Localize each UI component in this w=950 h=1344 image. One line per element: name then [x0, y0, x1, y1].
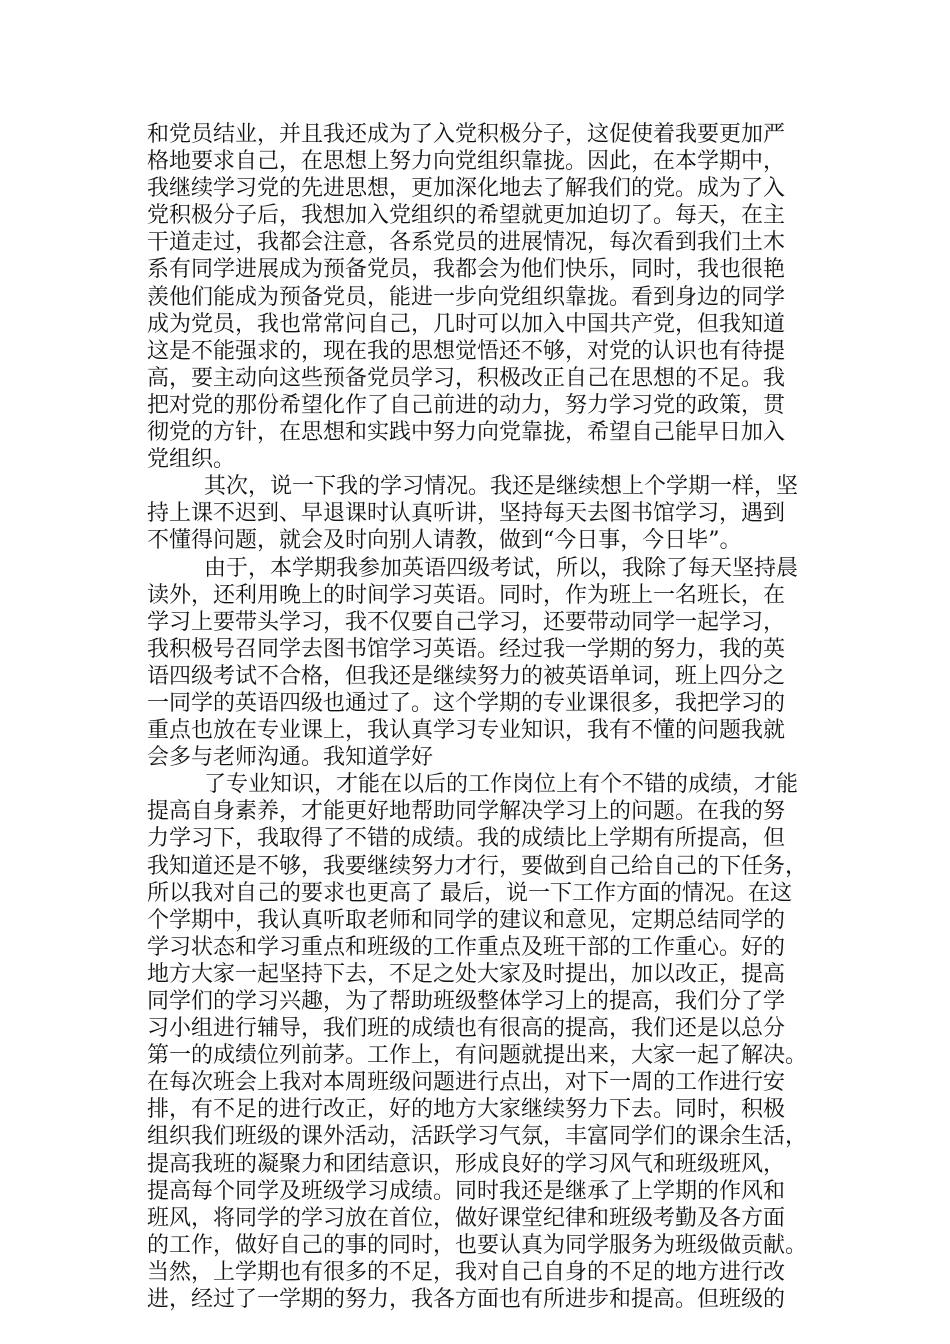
text-line: 一同学的英语四级也通过了。这个学期的专业课很多，我把学习的 [147, 690, 786, 716]
text-line: 我积极号召同学去图书馆学习英语。经过我一学期的努力，我的英 [147, 636, 786, 662]
text-line: 格地要求自己，在思想上努力向党组织靠拢。因此，在本学期中， [147, 149, 786, 175]
text-line: 班风，将同学的学习放在首位，做好课堂纪律和班级考勤及各方面 [147, 1205, 786, 1231]
text-line: 习小组进行辅导，我们班的成绩也有很高的提高，我们还是以总分 [147, 1016, 786, 1042]
text-line: 党组织。 [147, 447, 236, 473]
paragraph-start-line: 其次，说一下我的学习情况。我还是继续想上个学期一样，坚 [204, 474, 799, 500]
text-line: 学习上要带头学习，我不仅要自己学习，还要带动同学一起学习， [147, 609, 786, 635]
text-line: 会多与老师沟通。我知道学好 [147, 745, 434, 771]
text-line: 组织我们班级的课外活动，活跃学习气氛，丰富同学们的课余生活， [147, 1124, 808, 1150]
text-line: 党积极分子后，我想加入党组织的希望就更加迫切了。每天，在主 [147, 203, 786, 229]
text-line: 同学们的学习兴趣，为了帮助班级整体学习上的提高，我们分了学 [147, 989, 786, 1014]
text-line: 不懂得问题，就会及时向别人请教，做到“今日事，今日毕”。 [147, 528, 742, 554]
text-line: 进，经过了一学期的努力，我各方面也有所进步和提高。但班级的 [147, 1287, 786, 1313]
text-line: 地方大家一起坚持下去，不足之处大家及时提出，加以改正，提高 [147, 961, 786, 987]
text-line: 持上课不迟到、早退课时认真听讲，坚持每天去图书馆学习，遇到 [147, 501, 786, 527]
text-line: 个学期中，我认真听取老师和同学的建议和意见，定期总结同学的 [147, 907, 786, 933]
text-line: 语四级考试不合格，但我还是继续努力的被英语单词，班上四分之 [147, 663, 786, 689]
text-line: 第一的成绩位列前茅。工作上，有问题就提出来，大家一起了解决。 [147, 1043, 808, 1069]
text-line: 所以我对自己的要求也更高了 最后，说一下工作方面的情况。在这 [147, 880, 792, 906]
body-text [147, 121, 827, 1313]
text-line: 力学习下，我取得了不错的成绩。我的成绩比上学期有所提高，但 [147, 826, 786, 852]
text-line: 系有同学进展成为预备党员，我都会为他们快乐，同时，我也很艳 [147, 257, 786, 283]
text-line: 提高自身素养，才能更好地帮助同学解决学习上的问题。在我的努 [147, 799, 786, 825]
text-line: 成为党员，我也常常问自己，几时可以加入中国共产党，但我知道 [147, 311, 786, 337]
text-line: 羡他们能成为预备党员，能进一步向党组织靠拢。看到身边的同学 [147, 284, 786, 310]
text-line: 高，要主动向这些预备党员学习，积极改正自己在思想的不足。我 [147, 365, 786, 391]
paragraph-start-line: 由于，本学期我参加英语四级考试，所以，我除了每天坚持晨 [204, 555, 799, 581]
paragraph-start-line: 了专业知识，才能在以后的工作岗位上有个不错的成绩，才能 [204, 772, 799, 798]
text-line: 提高每个同学及班级学习成绩。同时我还是继承了上学期的作风和 [147, 1178, 786, 1204]
text-line: 我知道还是不够，我要继续努力才行，要做到自己给自己的下任务， [147, 853, 808, 879]
text-line: 当然，上学期也有很多的不足，我对自己自身的不足的地方进行改 [147, 1259, 786, 1285]
text-line: 和党员结业，并且我还成为了入党积极分子，这促使着我要更加严 [147, 122, 786, 147]
text-line: 排，有不足的进行改正，好的地方大家继续努力下去。同时，积极 [147, 1097, 786, 1123]
text-line: 重点也放在专业课上，我认真学习专业知识，我有不懂的问题我就 [147, 718, 786, 744]
text-line: 干道走过，我都会注意，各系党员的进展情况，每次看到我们土木 [147, 230, 786, 256]
text-line: 提高我班的凝聚力和团结意识，形成良好的学习风气和班级班风， [147, 1151, 786, 1177]
text-line: 读外，还利用晚上的时间学习英语。同时，作为班上一名班长，在 [147, 582, 786, 608]
text-line: 这是不能强求的，现在我的思想觉悟还不够，对党的认识也有待提 [147, 338, 786, 364]
text-line: 在每次班会上我对本周班级问题进行点出，对下一周的工作进行安 [147, 1070, 786, 1096]
text-line: 的工作，做好自己的事的同时，也要认真为同学服务为班级做贡献。 [147, 1232, 808, 1258]
text-line: 彻党的方针，在思想和实践中努力向党靠拢，希望自己能早日加入 [147, 420, 786, 446]
text-line: 学习状态和学习重点和班级的工作重点及班干部的工作重心。好的 [147, 934, 786, 960]
text-line: 把对党的那份希望化作了自己前进的动力，努力学习党的政策，贯 [147, 392, 786, 418]
text-line: 我继续学习党的先进思想，更加深化地去了解我们的党。成为了入 [147, 176, 786, 202]
